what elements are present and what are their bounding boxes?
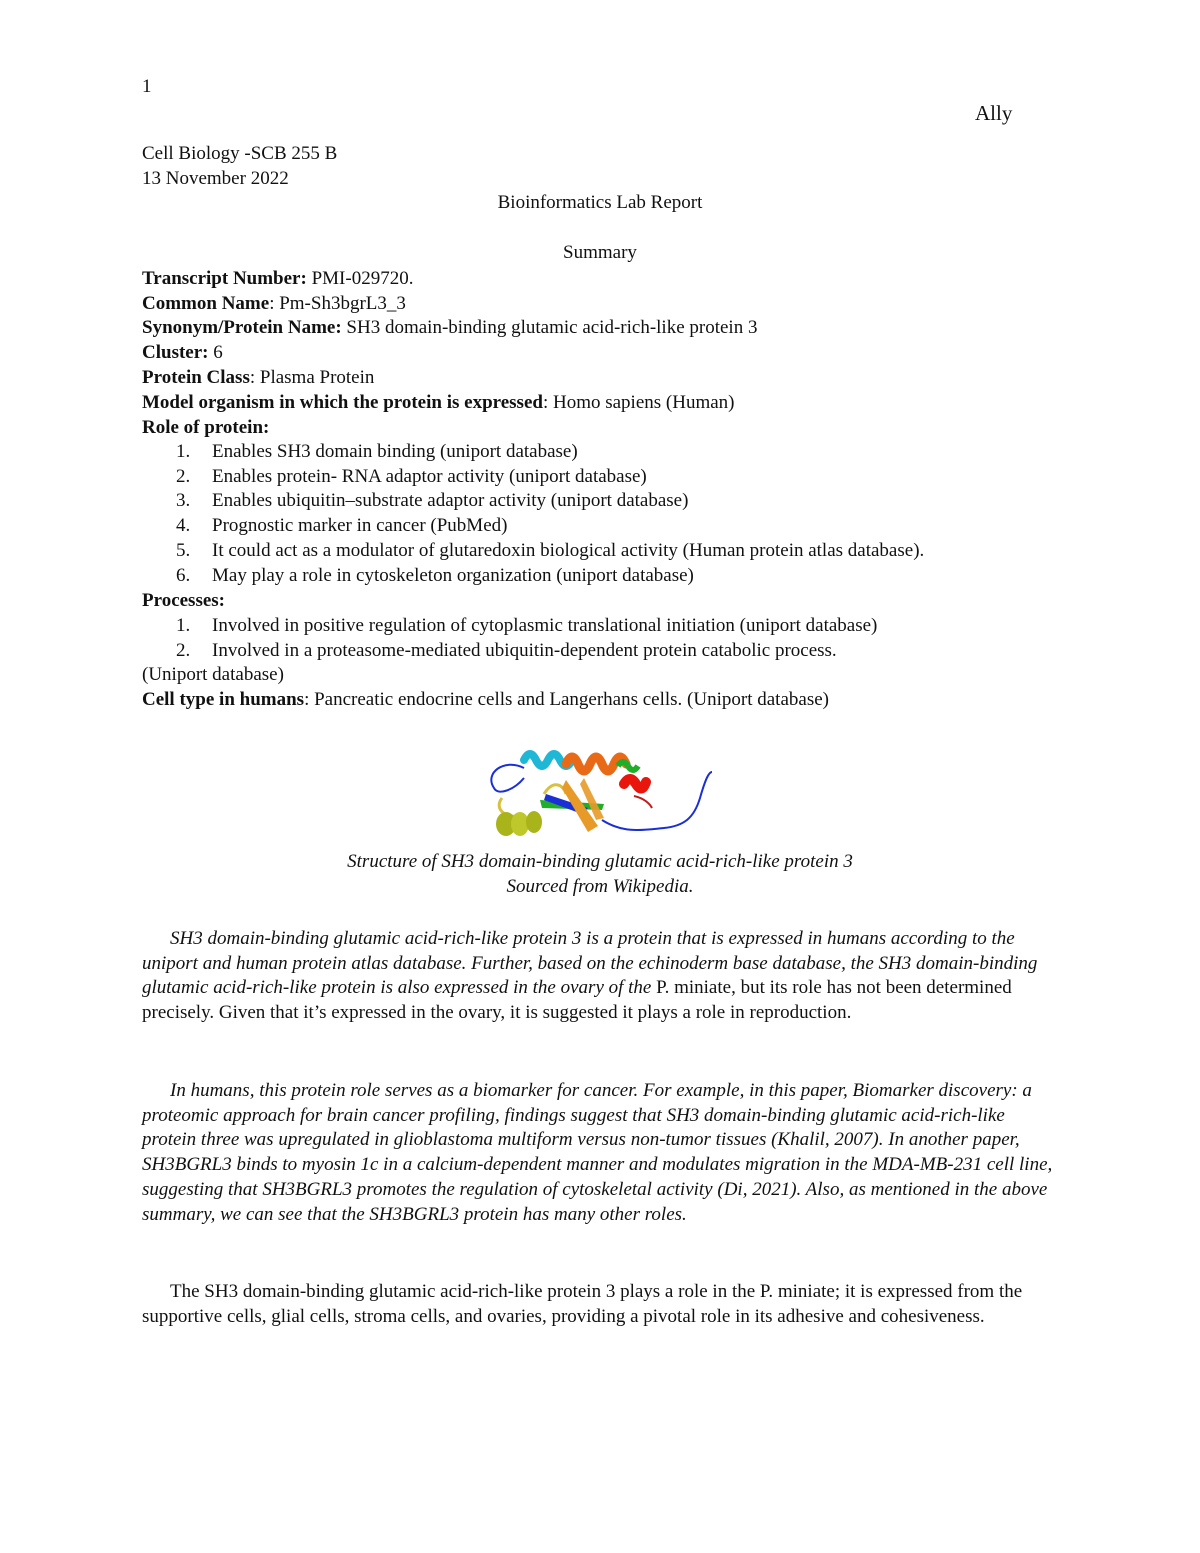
model-organism-value: : Homo sapiens (Human) — [542, 392, 735, 413]
transcript-number-line — [142, 267, 413, 292]
processes-list — [176, 614, 877, 663]
transcript-number-value: PMI-029720. — [306, 268, 414, 289]
page-number: 1 — [142, 76, 152, 97]
coil-blue-left — [491, 765, 524, 792]
date-line: 13 November 2022 — [142, 168, 289, 189]
helix-green-small — [618, 762, 638, 770]
protein-class-label: Protein Class — [142, 367, 250, 388]
list-item: 2. Enables protein- RNA adaptor activity (uniport database) — [176, 465, 647, 487]
figure-caption-line2: Sourced from Wikipedia. — [506, 876, 694, 897]
common-name-value: : Pm-Sh3bgrL3_3 — [269, 293, 406, 314]
list-item: 1. Involved in positive regulation of cytoplasmic translational initiation (uniport database) — [176, 615, 878, 636]
synonym-value: SH3 domain-binding glutamic acid-rich-like protein 3 — [341, 317, 758, 338]
helix-red — [624, 779, 646, 789]
cluster-line — [142, 341, 223, 366]
model-organism-label: Model organism in which the protein is expressed — [142, 392, 543, 413]
cluster-label: Cluster: — [142, 342, 209, 363]
author-name: Ally — [975, 101, 1013, 125]
processes-note: (Uniport database) — [142, 664, 284, 685]
list-item: 2. Involved in a proteasome-mediated ubiquitin-dependent protein catabolic process. — [176, 639, 837, 661]
role-list — [176, 440, 924, 588]
list-item: 6. May play a role in cytoskeleton organization (uniport database) — [176, 564, 694, 586]
model-organism-line — [142, 391, 735, 416]
paragraph-1-italic: SH3 domain-binding glutamic acid-rich-like protein 3 is a protein that is expressed in humans according to the uniport and human protein atlas database. Further, based on the echinoderm base database, the SH3 domain-binding glutamic acid-rich-like protein is also expressed in the ovary of the — [142, 928, 1038, 999]
list-item: 3. Enables ubiquitin–substrate adaptor activity (uniport database) — [176, 490, 689, 512]
cluster-value: 6 — [208, 342, 223, 363]
summary-heading: Summary — [563, 242, 637, 263]
coil-yellow-2 — [544, 785, 566, 794]
role-heading: Role of protein: — [142, 417, 270, 438]
paragraph-3: The SH3 domain-binding glutamic acid-rich-like protein 3 plays a role in the P. miniate; it is expressed from the supportive cells, glial cells, stroma cells, and ovaries, providing a pivotal role in its adhesive and cohesiveness. — [142, 1281, 1023, 1327]
cell-type-line — [142, 688, 829, 713]
helix-olive-3 — [526, 811, 542, 833]
coil-red — [634, 796, 652, 808]
list-item: 1. Enables SH3 domain binding (uniport database) — [176, 441, 578, 462]
common-name-label: Common Name — [142, 293, 270, 314]
protein-class-value: : Plasma Protein — [249, 367, 375, 388]
protein-class-line — [142, 366, 374, 391]
synonym-line — [142, 316, 757, 341]
paragraph-1 — [142, 927, 1062, 1026]
paragraph-2: In humans, this protein role serves as a biomarker for cancer. For example, in this paper, Biomarker discovery: a proteomic approach for brain cancer profiling, findings suggest that SH3 domain-binding glutamic acid-rich-like protein three was upregulated in glioblastoma multiform versus non-tumor tissues (Khalil, 2007). In another paper, SH3BGRL3 binds to myosin 1c in a calcium-dependent manner and modulates migration in the MDA-MB-231 cell line, suggesting that SH3BGRL3 promotes the regulation of cytoskeletal activity (Di, 2021). Also, as mentioned in the above summary, we can see that the SH3BGRL3 protein has many other roles. — [142, 1080, 1053, 1225]
transcript-number-label: Transcript Number: — [142, 268, 307, 289]
figure-caption-line1: Structure of SH3 domain-binding glutamic acid-rich-like protein 3 — [347, 851, 853, 872]
cell-type-label: Cell type in humans — [142, 689, 305, 710]
synonym-label: Synonym/Protein Name: — [142, 317, 342, 338]
report-title: Bioinformatics Lab Report — [497, 192, 703, 213]
course-line: Cell Biology -SCB 255 B — [142, 143, 338, 164]
list-item: 5. It could act as a modulator of glutaredoxin biological activity (Human protein atlas database). — [176, 539, 925, 561]
coil-blue-tail — [602, 772, 712, 830]
protein-structure-image — [484, 738, 718, 844]
paragraph-1-plain: P. miniate, but its role has not been determined precisely. Given that it’s expressed in the ovary, it is suggested it plays a role in reproduction. — [142, 977, 1012, 1024]
cell-type-value: : Pancreatic endocrine cells and Langerhans cells. (Uniport database) — [304, 689, 829, 710]
processes-heading: Processes: — [142, 590, 226, 611]
common-name-line — [142, 292, 406, 317]
list-item: 4. Prognostic marker in cancer (PubMed) — [176, 515, 508, 537]
